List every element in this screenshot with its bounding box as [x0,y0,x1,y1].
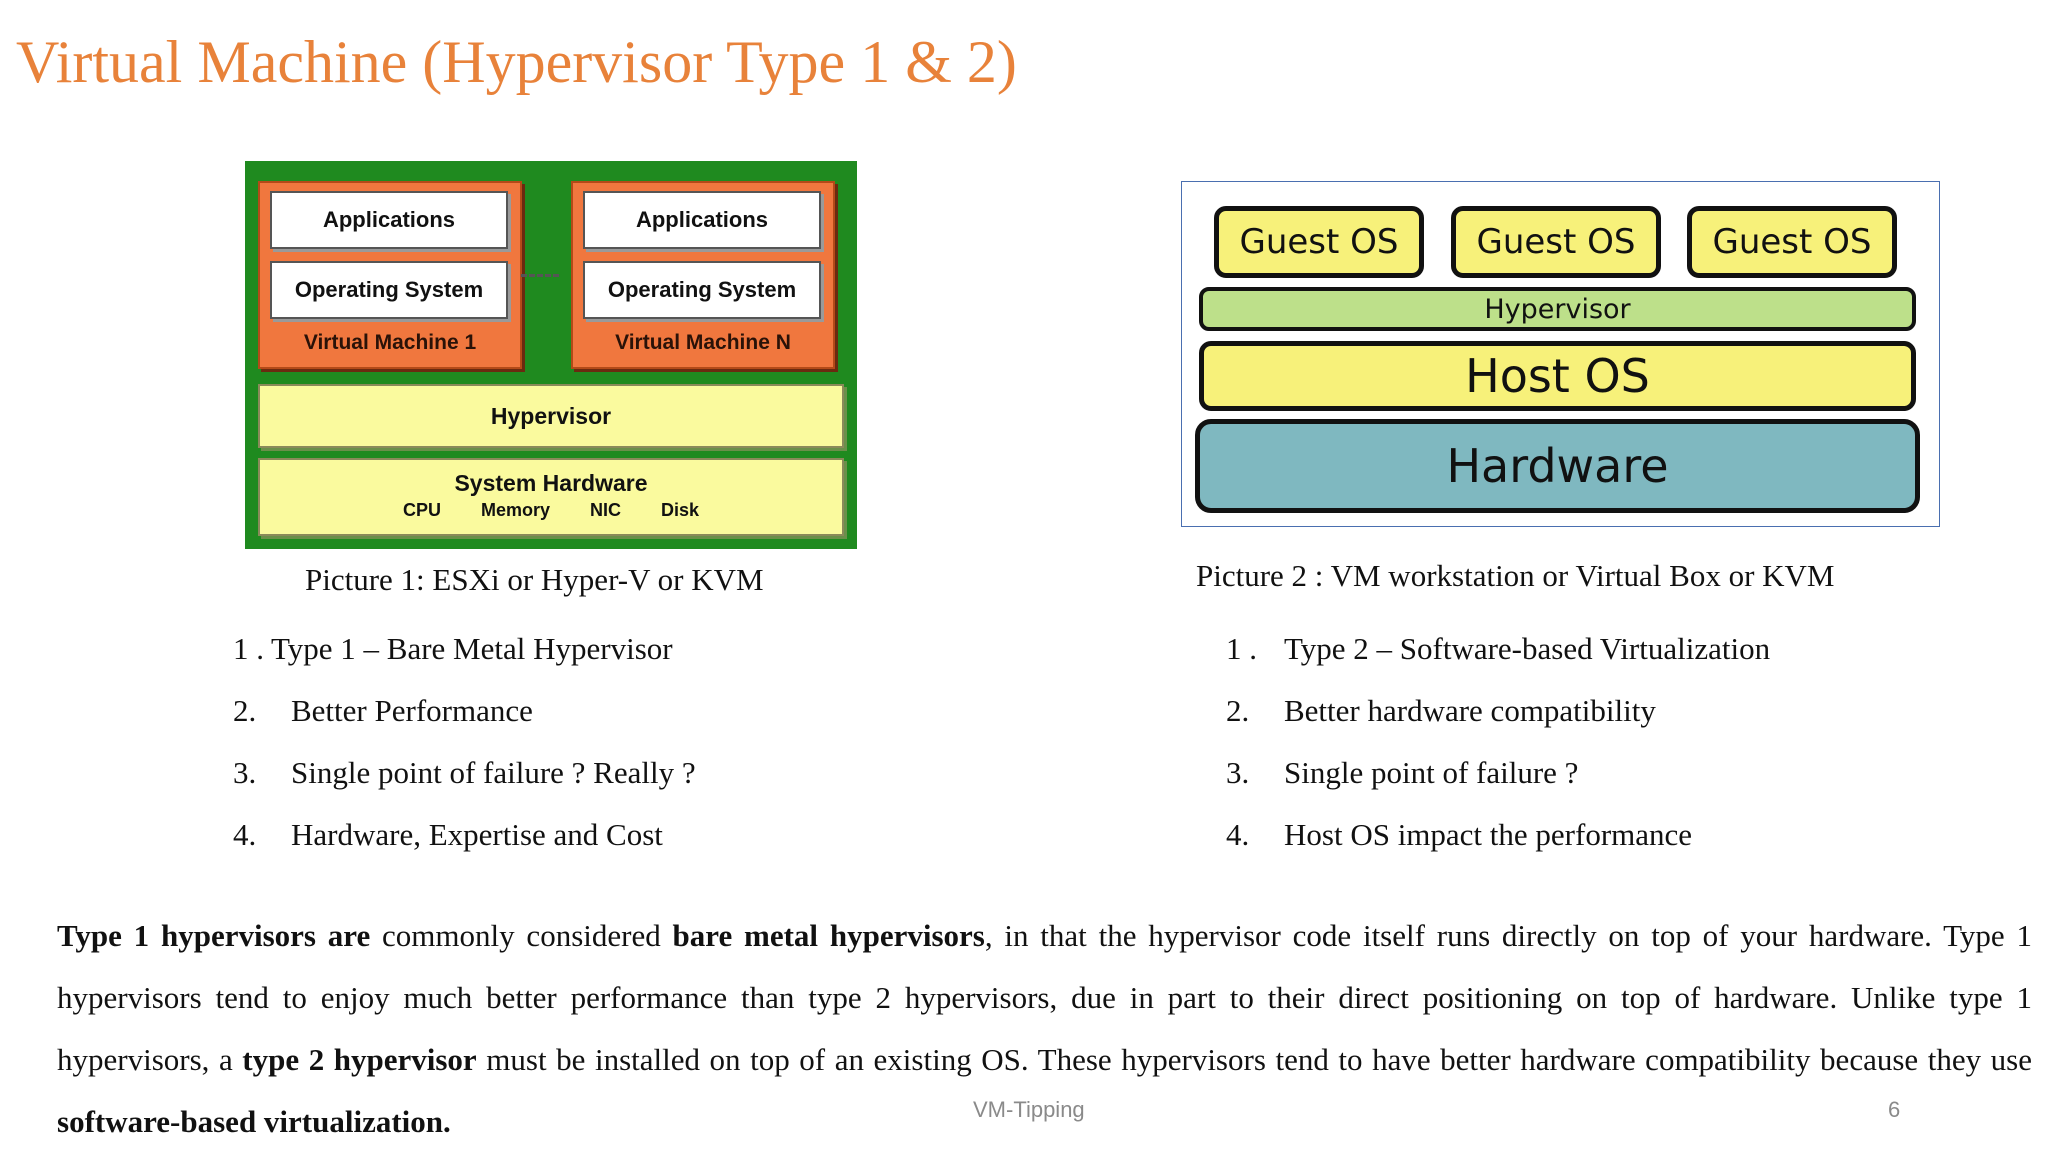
list-number: 3. [1226,755,1250,790]
para-bold-bare-metal: bare metal hypervisors [672,918,985,953]
hw-item-cpu: CPU [402,500,441,520]
list-number: 4. [1226,817,1250,852]
para-text: commonly considered [370,918,673,953]
type1-list-item [233,693,533,729]
picture2-caption: Picture 2 : VM workstation or Virtual Box or KVM [1196,558,1835,593]
list-number: 1 . [1226,631,1257,666]
hardware-layer: Hardware [1195,419,1920,513]
type1-list-item [233,817,663,853]
vmN-operating-system: Operating System [583,261,821,319]
type2-hypervisor-layer: Hypervisor [1199,287,1916,331]
list-text: Type 1 – Bare Metal Hypervisor [271,631,673,666]
list-text: Better Performance [291,693,533,728]
slide-title: Virtual Machine (Hypervisor Type 1 & 2) [16,29,1017,95]
guest-os-2: Guest OS [1451,206,1661,278]
para-bold-software-virtualization: software-based virtualization. [57,1104,451,1139]
vm1-applications: Applications [270,191,508,249]
vmN-block [571,181,835,369]
guest-os-1: Guest OS [1214,206,1424,278]
list-text: Hardware, Expertise and Cost [291,817,663,852]
hw-item-memory: Memory [480,500,550,520]
list-number: 1 . [233,631,264,666]
system-hardware-label: System Hardware [454,470,648,496]
picture1-caption: Picture 1: ESXi or Hyper-V or KVM [305,562,764,597]
type1-hypervisor-layer [258,384,844,448]
type2-list-item [1226,631,1770,667]
hw-item-disk: Disk [661,500,700,520]
type1-list-item [233,631,673,667]
para-text: must be installed on top of an existing OS. These hypervisors tend to have better hardware compatibility because they use [476,1042,2032,1077]
list-number: 4. [233,817,257,852]
list-text: Type 2 – Software-based Virtualization [1284,631,1771,666]
vmN-applications: Applications [583,191,821,249]
list-number: 3. [233,755,257,790]
vm-connector [521,274,559,277]
guest-os-3: Guest OS [1687,206,1897,278]
vm1-label: Virtual Machine 1 [303,331,477,354]
host-os-layer: Host OS [1199,341,1916,411]
para-text: , in that the hypervisor code itself runs directly on top of your hardware. Type 1 hypervisors tend to enjoy much better performance than type 2 hypervisors, due in part to their direct positioning on top of hardware. Unlike type 1 hypervisors, a [57,918,2032,1077]
type1-diagram [245,161,857,549]
vm1-block [258,181,522,369]
para-bold-type2: type 2 hypervisor [242,1042,477,1077]
para-bold-type1: Type 1 hypervisors are [57,918,371,953]
system-hardware-layer [258,458,844,536]
type1-hypervisor-label: Hypervisor [490,402,612,429]
list-text: Single point of failure ? [1284,755,1579,790]
list-text: Host OS impact the performance [1284,817,1693,852]
footer-label: VM-Tipping [973,1097,1085,1122]
list-number: 2. [1226,693,1250,728]
list-number: 2. [233,693,257,728]
page-number: 6 [1888,1097,1901,1122]
type2-list-item [1226,817,1692,853]
vmN-label: Virtual Machine N [615,331,791,354]
type2-list-item [1226,693,1656,729]
list-text: Better hardware compatibility [1284,693,1656,728]
list-text: Single point of failure ? Really ? [291,755,696,790]
type2-diagram [1181,181,1940,527]
type2-list-item [1226,755,1578,791]
type1-list-item [233,755,696,791]
vm1-operating-system: Operating System [270,261,508,319]
hw-item-nic: NIC [590,500,621,520]
